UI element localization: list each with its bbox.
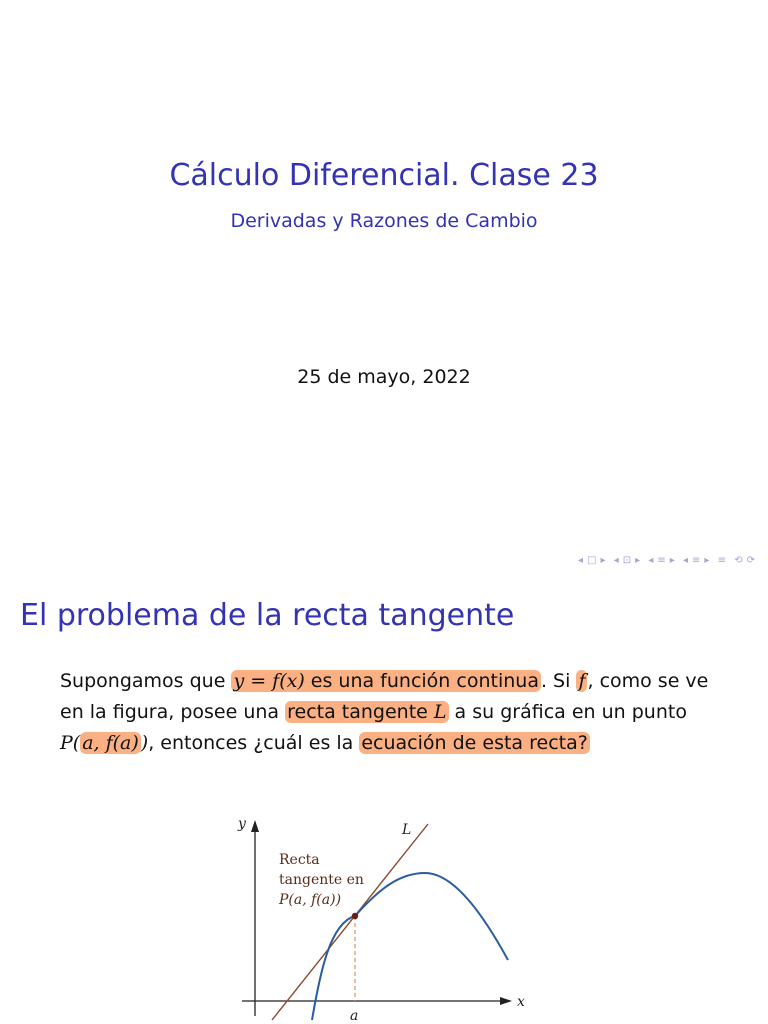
nav-section-icon[interactable]: ≡	[657, 555, 667, 566]
nav-prev-icon[interactable]: ◂	[683, 555, 690, 566]
text-run: ecuación de esta recta?	[361, 732, 588, 754]
tangency-point	[352, 913, 358, 919]
nav-subsection-icon[interactable]: ⊡	[622, 555, 633, 566]
nav-next-icon[interactable]: ▸	[600, 555, 607, 566]
y-axis-arrow-icon	[251, 820, 259, 832]
nav-prev-icon[interactable]: ◂	[648, 555, 655, 566]
text-run: . Si	[540, 670, 577, 692]
nav-next-icon[interactable]: ▸	[635, 555, 642, 566]
nav-prev-icon[interactable]: ◂	[578, 555, 585, 566]
highlight-continuous-function	[231, 670, 541, 692]
caption-line-3: P(a, f(a))	[279, 892, 342, 908]
nav-next-icon[interactable]: ▸	[669, 555, 676, 566]
nav-prev-icon[interactable]: ◂	[613, 555, 620, 566]
math-L: L	[433, 701, 447, 723]
presentation-date: 25 de mayo, 2022	[297, 366, 471, 388]
x-axis-label: x	[517, 994, 525, 1010]
frame-title: El problema de la recta tangente	[20, 598, 515, 633]
presentation-subtitle: Derivadas y Razones de Cambio	[230, 210, 538, 232]
function-curve	[312, 873, 508, 1020]
caption-line-2: tangente en	[279, 872, 364, 888]
math-P-close: )	[140, 732, 149, 754]
tangent-figure-svg	[230, 798, 540, 1024]
math-P-open: P(	[60, 732, 81, 754]
text-run: a su gráfica en un punto	[448, 701, 687, 723]
problem-paragraph	[60, 666, 720, 759]
beamer-navigation[interactable]	[575, 555, 756, 566]
x-axis-arrow-icon	[500, 997, 512, 1005]
nav-next-icon[interactable]: ▸	[704, 555, 711, 566]
highlight-tangent-line	[285, 701, 448, 723]
tangent-line-label: L	[402, 822, 412, 838]
a-label: a	[350, 1008, 359, 1024]
caption-line-1: Recta	[279, 852, 320, 868]
nav-back-icon[interactable]: ⟲	[734, 555, 744, 566]
nav-document-icon[interactable]: ≡	[692, 555, 702, 566]
presentation-title: Cálculo Diferencial. Clase 23	[169, 158, 599, 193]
math-f: f	[578, 670, 586, 692]
content-slide	[0, 576, 768, 1024]
highlight-line-equation	[359, 732, 589, 754]
text-run: , como se ve en la figura, posee una	[60, 670, 709, 723]
highlight-point	[80, 732, 141, 754]
y-axis-label: y	[238, 816, 246, 832]
nav-forward-icon[interactable]: ⟳	[746, 555, 756, 566]
highlight-f	[576, 670, 587, 692]
text-run: es una función continua	[304, 670, 539, 692]
nav-toc-icon[interactable]: ≡	[717, 555, 728, 566]
math-point-coords: a, f(a)	[82, 732, 139, 754]
text-run: , entonces ¿cuál es la	[148, 732, 360, 754]
tangent-line-figure	[230, 798, 540, 1024]
text-run: recta tangente	[287, 701, 434, 723]
math-y-equals-fx: y = f(x)	[233, 670, 305, 692]
text-run: Supongamos que	[60, 670, 232, 692]
nav-frame-icon[interactable]: □	[587, 555, 598, 566]
